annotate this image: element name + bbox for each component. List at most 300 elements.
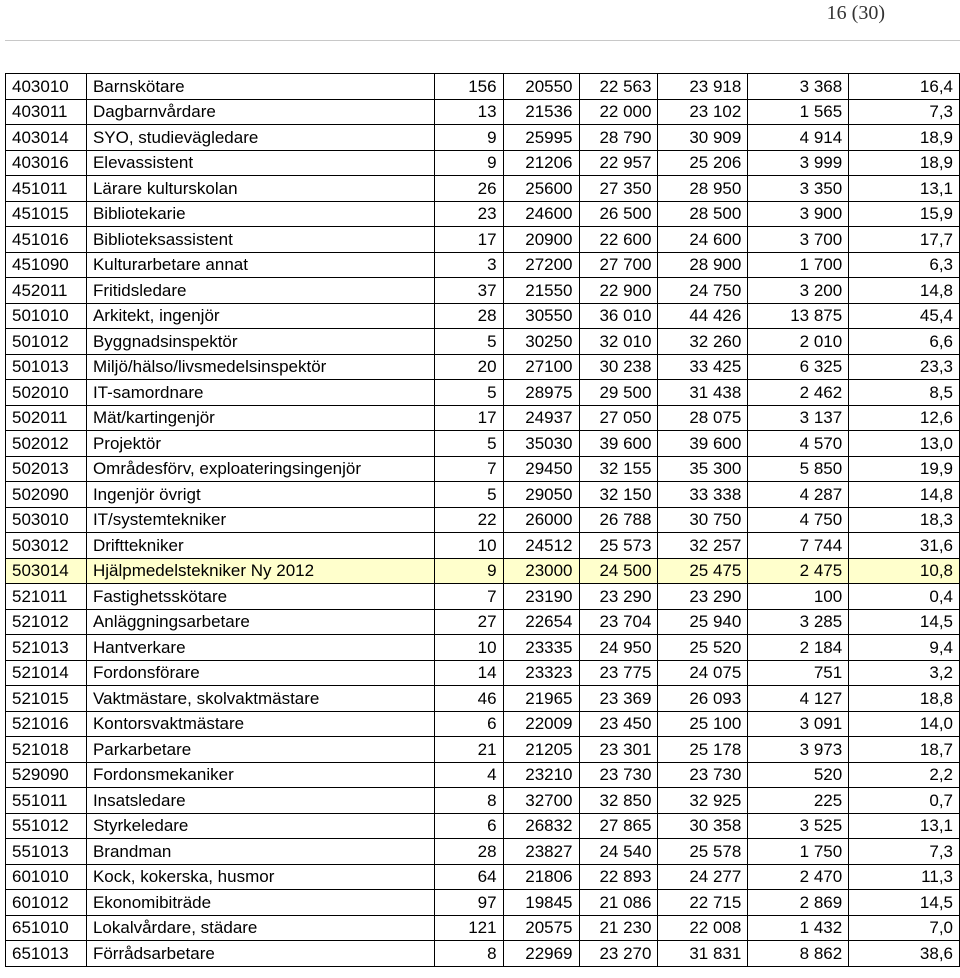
table-row bbox=[6, 813, 960, 839]
spread-percent: 19,9 bbox=[849, 456, 960, 482]
salary-value-1: 20550 bbox=[503, 74, 579, 100]
salary-value-2: 32 850 bbox=[579, 788, 658, 814]
occupation-title: Kulturarbetare annat bbox=[86, 252, 434, 278]
employee-count: 14 bbox=[434, 660, 503, 686]
spread-percent: 7,0 bbox=[849, 915, 960, 941]
occupation-title: Fastighetsskötare bbox=[86, 584, 434, 610]
employee-count: 6 bbox=[434, 813, 503, 839]
occupation-code: 502011 bbox=[6, 405, 87, 431]
salary-spread: 3 350 bbox=[748, 176, 849, 202]
salary-value-3: 31 831 bbox=[658, 941, 748, 967]
occupation-title: IT-samordnare bbox=[86, 380, 434, 406]
salary-value-3: 25 178 bbox=[658, 737, 748, 763]
salary-value-1: 26832 bbox=[503, 813, 579, 839]
spread-percent: 0,7 bbox=[849, 788, 960, 814]
table-row bbox=[6, 762, 960, 788]
table-row bbox=[6, 864, 960, 890]
employee-count: 17 bbox=[434, 227, 503, 253]
salary-value-2: 22 957 bbox=[579, 150, 658, 176]
salary-value-2: 32 155 bbox=[579, 456, 658, 482]
salary-value-3: 30 909 bbox=[658, 125, 748, 151]
salary-spread: 4 127 bbox=[748, 686, 849, 712]
spread-percent: 23,3 bbox=[849, 354, 960, 380]
occupation-title: Fordonsmekaniker bbox=[86, 762, 434, 788]
salary-spread: 3 900 bbox=[748, 201, 849, 227]
salary-value-3: 25 100 bbox=[658, 711, 748, 737]
spread-percent: 7,3 bbox=[849, 839, 960, 865]
occupation-code: 403016 bbox=[6, 150, 87, 176]
salary-value-3: 22 715 bbox=[658, 890, 748, 916]
salary-value-1: 22654 bbox=[503, 609, 579, 635]
table-row bbox=[6, 558, 960, 584]
occupation-title: Styrkeledare bbox=[86, 813, 434, 839]
table-row bbox=[6, 660, 960, 686]
salary-value-3: 31 438 bbox=[658, 380, 748, 406]
salary-value-1: 27100 bbox=[503, 354, 579, 380]
occupation-code: 451015 bbox=[6, 201, 87, 227]
spread-percent: 8,5 bbox=[849, 380, 960, 406]
salary-value-3: 32 257 bbox=[658, 533, 748, 559]
occupation-code: 501010 bbox=[6, 303, 87, 329]
salary-value-3: 25 940 bbox=[658, 609, 748, 635]
employee-count: 9 bbox=[434, 558, 503, 584]
occupation-title: Barnskötare bbox=[86, 74, 434, 100]
occupation-title: Miljö/hälso/livsmedelsinspektör bbox=[86, 354, 434, 380]
occupation-title: SYO, studievägledare bbox=[86, 125, 434, 151]
occupation-title: Byggnadsinspektör bbox=[86, 329, 434, 355]
occupation-title: Parkarbetare bbox=[86, 737, 434, 763]
salary-value-2: 27 050 bbox=[579, 405, 658, 431]
occupation-code: 651010 bbox=[6, 915, 87, 941]
salary-spread: 8 862 bbox=[748, 941, 849, 967]
occupation-title: Insatsledare bbox=[86, 788, 434, 814]
spread-percent: 16,4 bbox=[849, 74, 960, 100]
salary-spread: 6 325 bbox=[748, 354, 849, 380]
employee-count: 8 bbox=[434, 941, 503, 967]
occupation-code: 601010 bbox=[6, 864, 87, 890]
salary-value-1: 22969 bbox=[503, 941, 579, 967]
salary-value-1: 29450 bbox=[503, 456, 579, 482]
salary-value-1: 19845 bbox=[503, 890, 579, 916]
occupation-code: 521012 bbox=[6, 609, 87, 635]
spread-percent: 13,1 bbox=[849, 176, 960, 202]
occupation-code: 521016 bbox=[6, 711, 87, 737]
salary-value-3: 23 102 bbox=[658, 99, 748, 125]
occupation-title: Kontorsvaktmästare bbox=[86, 711, 434, 737]
table-row bbox=[6, 303, 960, 329]
table-row bbox=[6, 125, 960, 151]
occupation-code: 502013 bbox=[6, 456, 87, 482]
occupation-title: Lärare kulturskolan bbox=[86, 176, 434, 202]
employee-count: 7 bbox=[434, 584, 503, 610]
occupation-title: Förrådsarbetare bbox=[86, 941, 434, 967]
salary-value-3: 28 075 bbox=[658, 405, 748, 431]
salary-spread: 3 999 bbox=[748, 150, 849, 176]
occupation-code: 521018 bbox=[6, 737, 87, 763]
salary-spread: 4 570 bbox=[748, 431, 849, 457]
occupation-title: Hantverkare bbox=[86, 635, 434, 661]
spread-percent: 18,8 bbox=[849, 686, 960, 712]
salary-value-1: 21206 bbox=[503, 150, 579, 176]
table-row bbox=[6, 456, 960, 482]
table-row bbox=[6, 99, 960, 125]
occupation-title: Fordonsförare bbox=[86, 660, 434, 686]
occupation-code: 502012 bbox=[6, 431, 87, 457]
salary-value-3: 33 425 bbox=[658, 354, 748, 380]
occupation-title: Ekonomibiträde bbox=[86, 890, 434, 916]
salary-value-2: 23 775 bbox=[579, 660, 658, 686]
occupation-code: 651013 bbox=[6, 941, 87, 967]
spread-percent: 14,5 bbox=[849, 609, 960, 635]
salary-value-2: 23 369 bbox=[579, 686, 658, 712]
salary-value-2: 22 893 bbox=[579, 864, 658, 890]
table-row bbox=[6, 609, 960, 635]
spread-percent: 14,5 bbox=[849, 890, 960, 916]
table-row bbox=[6, 278, 960, 304]
salary-value-2: 22 563 bbox=[579, 74, 658, 100]
salary-value-2: 22 000 bbox=[579, 99, 658, 125]
spread-percent: 31,6 bbox=[849, 533, 960, 559]
salary-value-2: 23 450 bbox=[579, 711, 658, 737]
salary-spread: 2 869 bbox=[748, 890, 849, 916]
occupation-code: 503014 bbox=[6, 558, 87, 584]
spread-percent: 18,9 bbox=[849, 125, 960, 151]
salary-spread: 7 744 bbox=[748, 533, 849, 559]
occupation-code: 521014 bbox=[6, 660, 87, 686]
salary-value-3: 44 426 bbox=[658, 303, 748, 329]
table-row bbox=[6, 915, 960, 941]
salary-spread: 100 bbox=[748, 584, 849, 610]
table-row bbox=[6, 329, 960, 355]
employee-count: 10 bbox=[434, 635, 503, 661]
salary-value-1: 23335 bbox=[503, 635, 579, 661]
salary-value-2: 32 150 bbox=[579, 482, 658, 508]
occupation-code: 521011 bbox=[6, 584, 87, 610]
salary-value-2: 28 790 bbox=[579, 125, 658, 151]
occupation-title: Mät/kartingenjör bbox=[86, 405, 434, 431]
salary-value-2: 23 704 bbox=[579, 609, 658, 635]
spread-percent: 0,4 bbox=[849, 584, 960, 610]
salary-spread: 1 565 bbox=[748, 99, 849, 125]
salary-spread: 2 184 bbox=[748, 635, 849, 661]
table-row bbox=[6, 150, 960, 176]
salary-value-1: 23827 bbox=[503, 839, 579, 865]
occupation-title: Brandman bbox=[86, 839, 434, 865]
salary-spread: 4 750 bbox=[748, 507, 849, 533]
salary-value-2: 24 540 bbox=[579, 839, 658, 865]
salary-value-1: 25600 bbox=[503, 176, 579, 202]
spread-percent: 6,3 bbox=[849, 252, 960, 278]
salary-value-1: 23190 bbox=[503, 584, 579, 610]
spread-percent: 18,9 bbox=[849, 150, 960, 176]
salary-value-3: 23 730 bbox=[658, 762, 748, 788]
salary-spread: 2 010 bbox=[748, 329, 849, 355]
salary-spread: 1 432 bbox=[748, 915, 849, 941]
table-row bbox=[6, 74, 960, 100]
occupation-code: 551013 bbox=[6, 839, 87, 865]
occupation-code: 503010 bbox=[6, 507, 87, 533]
occupation-code: 551011 bbox=[6, 788, 87, 814]
employee-count: 20 bbox=[434, 354, 503, 380]
employee-count: 9 bbox=[434, 150, 503, 176]
occupation-title: Fritidsledare bbox=[86, 278, 434, 304]
occupation-title: Lokalvårdare, städare bbox=[86, 915, 434, 941]
table-row bbox=[6, 941, 960, 967]
occupation-title: Områdesförv, exploateringsingenjör bbox=[86, 456, 434, 482]
employee-count: 7 bbox=[434, 456, 503, 482]
spread-percent: 6,6 bbox=[849, 329, 960, 355]
salary-value-1: 23323 bbox=[503, 660, 579, 686]
salary-value-2: 26 500 bbox=[579, 201, 658, 227]
employee-count: 17 bbox=[434, 405, 503, 431]
spread-percent: 17,7 bbox=[849, 227, 960, 253]
salary-value-2: 23 270 bbox=[579, 941, 658, 967]
employee-count: 27 bbox=[434, 609, 503, 635]
salary-value-2: 30 238 bbox=[579, 354, 658, 380]
salary-value-1: 27200 bbox=[503, 252, 579, 278]
salary-spread: 3 368 bbox=[748, 74, 849, 100]
salary-value-2: 24 500 bbox=[579, 558, 658, 584]
page-number: 16 (30) bbox=[826, 2, 885, 24]
spread-percent: 7,3 bbox=[849, 99, 960, 125]
salary-value-3: 28 950 bbox=[658, 176, 748, 202]
spread-percent: 9,4 bbox=[849, 635, 960, 661]
salary-spread: 1 700 bbox=[748, 252, 849, 278]
salary-spread: 2 462 bbox=[748, 380, 849, 406]
employee-count: 5 bbox=[434, 431, 503, 457]
employee-count: 9 bbox=[434, 125, 503, 151]
salary-value-2: 26 788 bbox=[579, 507, 658, 533]
employee-count: 23 bbox=[434, 201, 503, 227]
employee-count: 37 bbox=[434, 278, 503, 304]
employee-count: 97 bbox=[434, 890, 503, 916]
occupation-title: Bibliotekarie bbox=[86, 201, 434, 227]
salary-spread: 13 875 bbox=[748, 303, 849, 329]
salary-spread: 3 285 bbox=[748, 609, 849, 635]
table-row bbox=[6, 533, 960, 559]
salary-value-1: 20575 bbox=[503, 915, 579, 941]
occupation-title: Hjälpmedelstekniker Ny 2012 bbox=[86, 558, 434, 584]
salary-spread: 4 287 bbox=[748, 482, 849, 508]
spread-percent: 18,3 bbox=[849, 507, 960, 533]
salary-value-3: 23 918 bbox=[658, 74, 748, 100]
salary-value-2: 32 010 bbox=[579, 329, 658, 355]
employee-count: 8 bbox=[434, 788, 503, 814]
salary-value-2: 21 230 bbox=[579, 915, 658, 941]
occupation-code: 501013 bbox=[6, 354, 87, 380]
table-row bbox=[6, 507, 960, 533]
salary-spread: 5 850 bbox=[748, 456, 849, 482]
employee-count: 3 bbox=[434, 252, 503, 278]
occupation-code: 403010 bbox=[6, 74, 87, 100]
employee-count: 4 bbox=[434, 762, 503, 788]
occupation-title: Elevassistent bbox=[86, 150, 434, 176]
table-row bbox=[6, 201, 960, 227]
spread-percent: 14,0 bbox=[849, 711, 960, 737]
salary-value-3: 39 600 bbox=[658, 431, 748, 457]
table-row bbox=[6, 380, 960, 406]
occupation-title: IT/systemtekniker bbox=[86, 507, 434, 533]
salary-value-3: 25 475 bbox=[658, 558, 748, 584]
salary-value-3: 26 093 bbox=[658, 686, 748, 712]
occupation-code: 502090 bbox=[6, 482, 87, 508]
spread-percent: 11,3 bbox=[849, 864, 960, 890]
occupation-title: Projektör bbox=[86, 431, 434, 457]
table-row bbox=[6, 788, 960, 814]
salary-value-1: 30250 bbox=[503, 329, 579, 355]
salary-value-2: 27 700 bbox=[579, 252, 658, 278]
salary-value-3: 33 338 bbox=[658, 482, 748, 508]
spread-percent: 13,1 bbox=[849, 813, 960, 839]
table-row bbox=[6, 737, 960, 763]
salary-value-3: 30 750 bbox=[658, 507, 748, 533]
table-row bbox=[6, 227, 960, 253]
occupation-title: Anläggningsarbetare bbox=[86, 609, 434, 635]
salary-spread: 4 914 bbox=[748, 125, 849, 151]
salary-value-3: 25 206 bbox=[658, 150, 748, 176]
salary-value-2: 27 350 bbox=[579, 176, 658, 202]
salary-value-1: 26000 bbox=[503, 507, 579, 533]
salary-value-1: 29050 bbox=[503, 482, 579, 508]
occupation-code: 451011 bbox=[6, 176, 87, 202]
occupation-code: 601012 bbox=[6, 890, 87, 916]
occupation-code: 451016 bbox=[6, 227, 87, 253]
occupation-title: Biblioteksassistent bbox=[86, 227, 434, 253]
header-divider bbox=[5, 40, 960, 41]
spread-percent: 45,4 bbox=[849, 303, 960, 329]
occupation-code: 521015 bbox=[6, 686, 87, 712]
salary-value-1: 24512 bbox=[503, 533, 579, 559]
table-row bbox=[6, 584, 960, 610]
salary-spread: 1 750 bbox=[748, 839, 849, 865]
table-row bbox=[6, 405, 960, 431]
salary-value-1: 23210 bbox=[503, 762, 579, 788]
salary-value-3: 22 008 bbox=[658, 915, 748, 941]
salary-value-1: 23000 bbox=[503, 558, 579, 584]
table-row bbox=[6, 890, 960, 916]
salary-value-2: 27 865 bbox=[579, 813, 658, 839]
salary-value-1: 21965 bbox=[503, 686, 579, 712]
employee-count: 10 bbox=[434, 533, 503, 559]
salary-value-3: 25 520 bbox=[658, 635, 748, 661]
employee-count: 121 bbox=[434, 915, 503, 941]
occupation-code: 501012 bbox=[6, 329, 87, 355]
salary-value-2: 29 500 bbox=[579, 380, 658, 406]
employee-count: 46 bbox=[434, 686, 503, 712]
occupation-title: Arkitekt, ingenjör bbox=[86, 303, 434, 329]
employee-count: 26 bbox=[434, 176, 503, 202]
salary-spread: 751 bbox=[748, 660, 849, 686]
table-row bbox=[6, 482, 960, 508]
salary-spread: 3 091 bbox=[748, 711, 849, 737]
employee-count: 21 bbox=[434, 737, 503, 763]
employee-count: 13 bbox=[434, 99, 503, 125]
salary-value-2: 23 290 bbox=[579, 584, 658, 610]
salary-value-3: 23 290 bbox=[658, 584, 748, 610]
salary-value-2: 23 730 bbox=[579, 762, 658, 788]
employee-count: 64 bbox=[434, 864, 503, 890]
employee-count: 5 bbox=[434, 329, 503, 355]
spread-percent: 15,9 bbox=[849, 201, 960, 227]
spread-percent: 18,7 bbox=[849, 737, 960, 763]
spread-percent: 14,8 bbox=[849, 278, 960, 304]
salary-value-2: 39 600 bbox=[579, 431, 658, 457]
salary-value-2: 22 600 bbox=[579, 227, 658, 253]
occupation-code: 403014 bbox=[6, 125, 87, 151]
employee-count: 5 bbox=[434, 482, 503, 508]
table-row bbox=[6, 252, 960, 278]
spread-percent: 38,6 bbox=[849, 941, 960, 967]
salary-value-1: 35030 bbox=[503, 431, 579, 457]
table-row bbox=[6, 686, 960, 712]
salary-value-1: 20900 bbox=[503, 227, 579, 253]
salary-value-3: 24 277 bbox=[658, 864, 748, 890]
salary-value-2: 23 301 bbox=[579, 737, 658, 763]
salary-value-1: 21536 bbox=[503, 99, 579, 125]
salary-value-1: 28975 bbox=[503, 380, 579, 406]
salary-value-3: 25 578 bbox=[658, 839, 748, 865]
occupation-code: 403011 bbox=[6, 99, 87, 125]
salary-spread: 3 137 bbox=[748, 405, 849, 431]
occupation-title: Ingenjör övrigt bbox=[86, 482, 434, 508]
occupation-title: Drifttekniker bbox=[86, 533, 434, 559]
salary-spread: 3 973 bbox=[748, 737, 849, 763]
salary-value-2: 24 950 bbox=[579, 635, 658, 661]
salary-spread: 3 200 bbox=[748, 278, 849, 304]
table-row bbox=[6, 635, 960, 661]
spread-percent: 3,2 bbox=[849, 660, 960, 686]
occupation-code: 503012 bbox=[6, 533, 87, 559]
salary-value-1: 21806 bbox=[503, 864, 579, 890]
salary-spread: 3 700 bbox=[748, 227, 849, 253]
salary-value-3: 28 500 bbox=[658, 201, 748, 227]
salary-value-3: 32 260 bbox=[658, 329, 748, 355]
employee-count: 6 bbox=[434, 711, 503, 737]
occupation-title: Vaktmästare, skolvaktmästare bbox=[86, 686, 434, 712]
spread-percent: 2,2 bbox=[849, 762, 960, 788]
salary-value-2: 25 573 bbox=[579, 533, 658, 559]
salary-value-2: 21 086 bbox=[579, 890, 658, 916]
employee-count: 22 bbox=[434, 507, 503, 533]
table-row bbox=[6, 354, 960, 380]
salary-value-1: 24937 bbox=[503, 405, 579, 431]
salary-value-1: 24600 bbox=[503, 201, 579, 227]
spread-percent: 13,0 bbox=[849, 431, 960, 457]
spread-percent: 14,8 bbox=[849, 482, 960, 508]
table-row bbox=[6, 839, 960, 865]
table-row bbox=[6, 176, 960, 202]
occupation-code: 502010 bbox=[6, 380, 87, 406]
salary-value-3: 35 300 bbox=[658, 456, 748, 482]
employee-count: 28 bbox=[434, 839, 503, 865]
occupation-title: Kock, kokerska, husmor bbox=[86, 864, 434, 890]
table-row bbox=[6, 711, 960, 737]
salary-value-1: 22009 bbox=[503, 711, 579, 737]
salary-value-1: 21550 bbox=[503, 278, 579, 304]
salary-value-3: 30 358 bbox=[658, 813, 748, 839]
occupation-code: 451090 bbox=[6, 252, 87, 278]
salary-value-1: 32700 bbox=[503, 788, 579, 814]
salary-value-1: 25995 bbox=[503, 125, 579, 151]
salary-table bbox=[5, 73, 960, 967]
salary-value-2: 36 010 bbox=[579, 303, 658, 329]
salary-spread: 3 525 bbox=[748, 813, 849, 839]
spread-percent: 10,8 bbox=[849, 558, 960, 584]
occupation-code: 551012 bbox=[6, 813, 87, 839]
salary-spread: 2 475 bbox=[748, 558, 849, 584]
table-body bbox=[6, 74, 960, 967]
salary-value-1: 30550 bbox=[503, 303, 579, 329]
